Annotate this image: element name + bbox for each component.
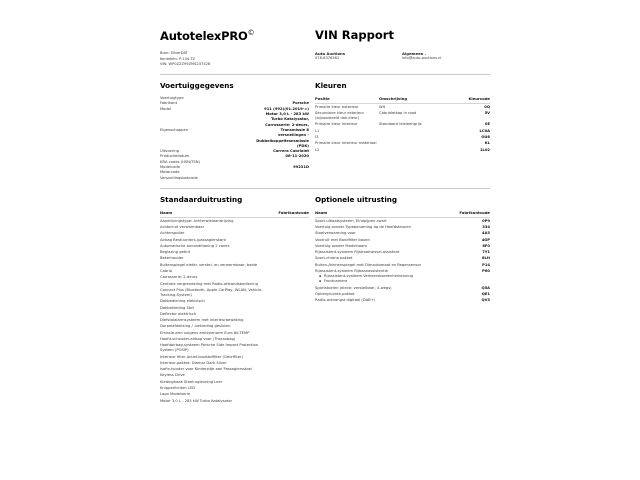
optional-equipment-body bbox=[315, 218, 490, 304]
colors-cell-code: 5V bbox=[484, 111, 490, 116]
equipment-name-text: Stoelverwarming voor bbox=[315, 231, 356, 236]
equipment-cell-code: 6F0 bbox=[482, 243, 490, 248]
contact-general bbox=[402, 51, 489, 62]
equipment-name-text: Automatische airconditioning 2 zones bbox=[160, 243, 230, 248]
colors-cell-positie: I3 bbox=[315, 135, 319, 140]
colors-cell-code: 1L02 bbox=[479, 147, 490, 152]
colors-header-kleurcode: Kleurcode bbox=[451, 96, 490, 104]
standard-equipment-header-row bbox=[160, 210, 309, 218]
colors-header-positie: Positie bbox=[315, 96, 379, 104]
equipment-name-text: Voorruit met Bandfilter boven bbox=[315, 237, 370, 242]
equipment-name-text: Buitenspiegel elektr. verstel- en verwarmbaar, beide bbox=[160, 262, 258, 267]
vehicle-data-value: - bbox=[307, 159, 309, 164]
equipment-name-text: Sport-uitlaatsysteem, Eindpijpen zwart bbox=[315, 218, 387, 223]
equipment-name-text: Achterruit verwarmbaar bbox=[160, 225, 205, 230]
colors-cell-positie: Primaire kleur interieur materiaal bbox=[315, 141, 377, 146]
vehicle-data-title: Voertuiggegevens bbox=[160, 80, 234, 90]
copyright-icon: © bbox=[247, 29, 255, 37]
equipment-name-text: Knipperlichten LED bbox=[160, 386, 196, 390]
equipment-name-text: Dakbekleding Stof bbox=[160, 305, 194, 310]
vehicle-data-label: KBA codes (HSN/TSN) bbox=[160, 159, 200, 164]
vehicle-data-value: Turbo Katalysator, bbox=[271, 117, 309, 122]
equipment-name-text: Sportstoelen (electr. verstelbaar, 4-wegs) bbox=[315, 285, 392, 290]
equipment-cell-naam bbox=[160, 262, 267, 268]
vehicle-data-label: Voertuigtype bbox=[160, 96, 184, 101]
equipment-name-text: Beglazing getint bbox=[160, 250, 191, 255]
header-left-block bbox=[160, 30, 315, 67]
vehicle-data-value: 06-11-2020 bbox=[285, 154, 309, 159]
optional-equipment-header-row bbox=[315, 210, 490, 218]
equipment-name-text: Isofix-houder voor Kinderzitje aan Passagiersstoel bbox=[160, 367, 252, 372]
equipment-cell-code: QV3 bbox=[481, 298, 490, 303]
equipment-cell-code: 8LH bbox=[481, 256, 490, 261]
equipment-cell-code bbox=[267, 343, 309, 354]
equipment-cell-code: P60 bbox=[482, 269, 490, 274]
colors-cell-positie: Secundaire kleur exterieur (bijvoorbeeld dak-kleur) bbox=[315, 111, 365, 121]
equipment-name-text: Diefstalalarmsysteem met Interieurbewaking bbox=[160, 318, 244, 323]
vehicle-data-label: Motorcode bbox=[160, 170, 180, 175]
contact-general-name: Algemeen . bbox=[402, 50, 427, 56]
vin-line: VIN: WP0ZZZ99ZMS237328 bbox=[160, 61, 211, 66]
table-row bbox=[315, 104, 490, 111]
equipment-name-text: Dorpelafdekking / -bekleding gesloten bbox=[160, 324, 231, 329]
colors-table-body bbox=[315, 104, 490, 154]
vehicle-data-value: (PDK) bbox=[297, 143, 309, 148]
vehicle-data-label: Model bbox=[160, 106, 172, 111]
equipment-name-text: Aandrijvingstype: Achterwielaandrijving bbox=[160, 218, 234, 223]
equipment-name-text: Voertuig zonder Typebenaming op de Hoofdsteunen bbox=[315, 225, 411, 230]
equipment-cell-code: 0P9 bbox=[482, 218, 490, 223]
equipment-cell-code bbox=[267, 218, 309, 225]
table-row bbox=[315, 218, 490, 225]
contact-general-email: info@auto-auctions.nl bbox=[402, 55, 442, 60]
optional-equipment-table bbox=[315, 210, 490, 304]
equipment-name-text: Hoofdairbag-systeem Porsche Side Impact Protection System (POSIP) bbox=[160, 343, 259, 353]
colors-cell-code: 0E bbox=[484, 122, 490, 127]
equipment-cell-code: QE1 bbox=[481, 291, 490, 296]
table-row bbox=[160, 287, 309, 298]
table-row bbox=[160, 343, 309, 354]
vehicle-data-value: Porsche bbox=[292, 101, 309, 106]
colors-cell-positie: Primaire kleur interieur bbox=[315, 122, 358, 127]
equipment-sub-list bbox=[315, 274, 441, 284]
colors-cell-code: OU6 bbox=[481, 135, 490, 140]
equipment-name-text: Keyless Drive bbox=[160, 373, 185, 378]
colors-cell-code: LC0A bbox=[479, 128, 490, 133]
equipment-name-text: Dakbediening elektrisch bbox=[160, 299, 205, 304]
brand-name: AutotelexPRO bbox=[160, 28, 248, 43]
optional-equipment-header-naam: Naam bbox=[315, 210, 443, 218]
vehicle-data-value: Dubbelkoppeltransmissie bbox=[256, 138, 309, 143]
optional-equipment-header-code: Fabrikantcode bbox=[443, 210, 490, 218]
equipment-name-text: Radio-ontvangst digitaal (DAB+) bbox=[315, 298, 376, 303]
vehicle-data-label: Uitvoering bbox=[160, 149, 180, 154]
equipment-cell-code: 334 bbox=[482, 225, 490, 230]
equipment-cell-code bbox=[267, 398, 309, 404]
equipment-name-text: Achterspoiler bbox=[160, 231, 185, 236]
vehicle-data-value: Carrosserie: 2-deurs, bbox=[265, 122, 309, 127]
vehicle-data-label: Modelcode bbox=[160, 165, 180, 169]
colors-section bbox=[315, 82, 490, 181]
table-row bbox=[160, 398, 309, 404]
equipment-cell-naam bbox=[160, 367, 267, 373]
equipment-cell-naam bbox=[160, 218, 267, 225]
vehicle-data-value bbox=[222, 176, 309, 181]
contact-dealer bbox=[315, 51, 402, 62]
equipment-cell-naam bbox=[315, 268, 443, 284]
vehicle-data-value: Carrera Cabriolet bbox=[273, 149, 309, 154]
standard-equipment-body bbox=[160, 218, 309, 405]
colors-cell-omschrijving: Standaard leisteengrijs bbox=[379, 122, 422, 127]
header-right-block bbox=[315, 30, 490, 67]
equipment-sub-item: ▪ Rijassistent-systeem Verkeersbordenherkenning bbox=[320, 274, 441, 279]
vehicle-data-label: Versnellingsbakcode bbox=[160, 175, 198, 180]
equipment-cell-naam bbox=[160, 281, 267, 287]
colors-title: Kleuren bbox=[315, 80, 347, 90]
optional-equipment-section bbox=[315, 196, 490, 404]
colors-cell-omschrijving: Cabrioletkap in rood bbox=[379, 111, 417, 116]
equipment-name-text: Buiten-/binnenspiegel met Dimautomaat en Regensensor bbox=[315, 262, 422, 267]
table-row bbox=[315, 111, 490, 122]
equipment-name-text: Cabrio bbox=[160, 269, 172, 274]
equipment-name-text: Bekerhouder bbox=[160, 256, 184, 261]
colors-cell-positie: L2 bbox=[315, 147, 320, 152]
equipment-name-text: Rijassistent-systeem Rijstrookwissel-assistent bbox=[315, 250, 400, 255]
colors-cell-code: 0Q bbox=[484, 104, 490, 109]
equipment-name-text: Interieur-pakket: Diamar Dark Silver bbox=[160, 360, 227, 365]
vin-report-page bbox=[160, 0, 490, 480]
mid-divider bbox=[160, 188, 490, 189]
equipment-name-text: Logo Modelserie bbox=[160, 392, 191, 397]
equipment-name-text: Carrosserie: 2-deurs bbox=[160, 275, 198, 280]
equipment-cell-code: Q5A bbox=[481, 285, 490, 290]
contact-dealer-phone: 078-6376361 bbox=[315, 55, 340, 60]
equipment-name-text: Kledinghaak Stoelrugleuning Leer bbox=[160, 379, 223, 384]
standard-equipment-table bbox=[160, 210, 309, 404]
plate-line: Kenteken: P-154-TZ bbox=[160, 56, 195, 61]
vehicle-data-label: Eigenschappen bbox=[160, 127, 189, 132]
equipment-name-text: Rijassistent-systeem Rijbaanassistentie bbox=[315, 269, 388, 274]
equipment-cell-code bbox=[267, 287, 309, 298]
equipment-name-text: Voertuig zonder Modelnaam bbox=[315, 243, 367, 248]
standard-equipment-header-naam: Naam bbox=[160, 210, 267, 218]
equipment-name-text: Centrale vergrendeling met Radio-afstandsbediening bbox=[160, 281, 258, 286]
equipment-cell-naam bbox=[160, 343, 267, 354]
vehicle-data-rows bbox=[160, 96, 309, 181]
vehicle-data-value: versnellingen - bbox=[277, 133, 309, 138]
colors-cell-positie: Primaire kleur exterieur bbox=[315, 104, 359, 109]
equipment-cell-naam bbox=[315, 218, 443, 225]
equipment-cell-code: 4GP bbox=[481, 237, 490, 242]
colors-cell-omschrijving: Wit bbox=[379, 104, 386, 109]
equipment-name-text: Emissie-arm volgens emissienorm Euro 6d-TEMP bbox=[160, 330, 250, 335]
equipment-name-text: Interieur filter Actief-koolstoffilter (Geurfilter) bbox=[160, 354, 243, 359]
equipment-name-text: Deflector elektrisch bbox=[160, 311, 197, 316]
colors-cell-omschrijving bbox=[379, 147, 451, 153]
standard-equipment-section bbox=[160, 196, 315, 404]
colors-table-header-row bbox=[315, 96, 490, 104]
table-row bbox=[315, 147, 490, 153]
equipment-name-text: Hoofd-schouder-airbag voor (Thoraxbag) bbox=[160, 336, 236, 341]
equipment-sub-item: ▪ Frontcamera bbox=[320, 279, 441, 284]
page-title: VIN Rapport bbox=[315, 28, 394, 42]
equipment-name-text: Opbergruimte-pakket bbox=[315, 291, 355, 296]
source-line: Bron: SilverDAT bbox=[160, 51, 188, 56]
vehicle-data-section bbox=[160, 82, 315, 181]
colors-header-omschrijving: Omschrijving bbox=[379, 96, 451, 104]
standard-equipment-title: Standaarduitrusting bbox=[160, 194, 243, 204]
vehicle-data-value: 911 (992)(01.2019->) bbox=[264, 106, 309, 111]
vehicle-data-row bbox=[160, 176, 309, 181]
vehicle-data-value: Motor 3,0 L - 283 kW bbox=[265, 112, 309, 117]
equipment-name-text: Motor 3,0 L - 283 kW Turbo Katalysator bbox=[160, 398, 232, 403]
colors-table bbox=[315, 96, 490, 153]
table-row bbox=[160, 218, 309, 225]
contact-block bbox=[315, 51, 490, 62]
equipment-cell-code: 4A3 bbox=[482, 231, 490, 236]
colors-cell-code: KL bbox=[484, 141, 490, 146]
report-header bbox=[160, 0, 490, 67]
equipment-cell-code: P14 bbox=[482, 262, 490, 267]
equipment-name-text: Sport-chrono pakket bbox=[315, 256, 353, 261]
equipment-name-text: Airbag Bestuurders-/passagierskant bbox=[160, 237, 226, 242]
table-row bbox=[315, 268, 490, 284]
equipment-cell-naam bbox=[160, 398, 267, 404]
vehicle-data-value: Transmissie 8 bbox=[280, 127, 309, 132]
table-row bbox=[315, 297, 490, 303]
contact-dealer-name: Auto Auctions bbox=[315, 50, 345, 56]
equipment-cell-naam bbox=[160, 287, 267, 298]
vehicle-data-label: Fabrikant bbox=[160, 101, 178, 106]
equipment-name-text: Connect Plus (Bluetooth, Apple CarPlay, WLAN, Vehicle-Tracking-System) bbox=[160, 287, 263, 297]
colors-cell-positie: L1 bbox=[315, 128, 320, 133]
equipment-cell-code: 7Y1 bbox=[482, 250, 490, 255]
optional-equipment-title: Optionele uitrusting bbox=[315, 194, 398, 204]
vehicle-colors-band bbox=[160, 82, 490, 181]
vehicle-data-label: Productiedatum bbox=[160, 154, 190, 159]
standard-equipment-header-code: Fabrikantcode bbox=[267, 210, 309, 218]
equipment-band bbox=[160, 196, 490, 404]
brand-title bbox=[160, 30, 315, 42]
header-divider bbox=[160, 74, 490, 75]
equipment-cell-naam bbox=[315, 297, 443, 303]
vehicle-data-value: 99231D bbox=[293, 165, 309, 169]
